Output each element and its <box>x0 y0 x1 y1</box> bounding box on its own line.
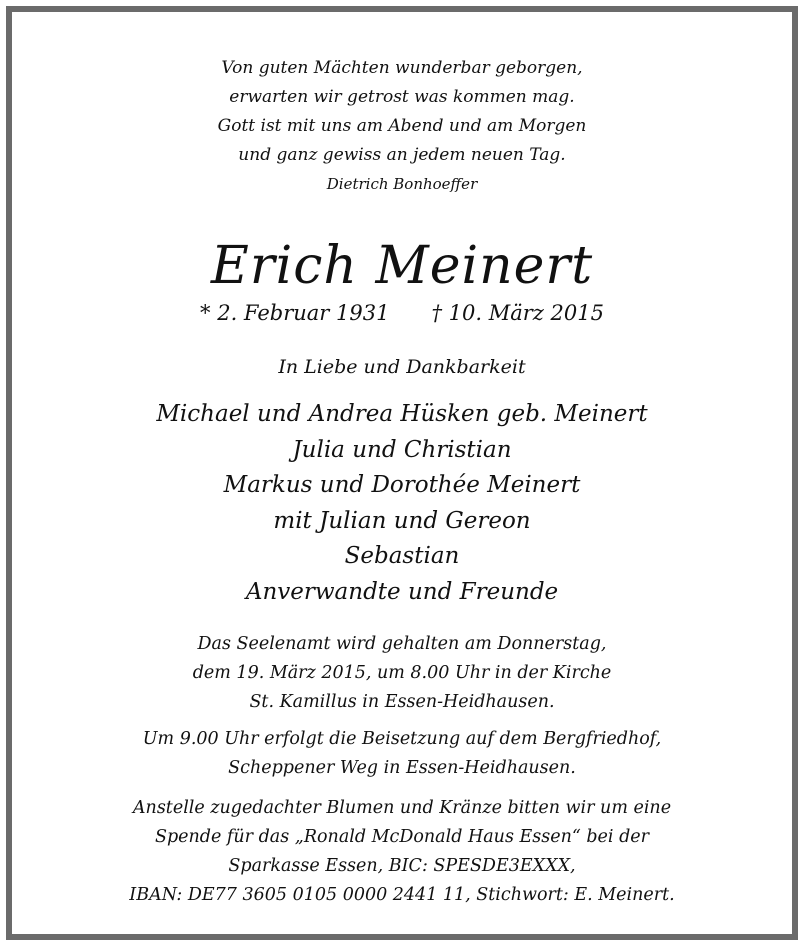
obituary-frame <box>6 6 798 940</box>
poem <box>12 54 792 199</box>
poem-line: und ganz gewiss an jedem neuen Tag. <box>238 145 566 165</box>
mourners-list <box>12 397 792 610</box>
mourner-line: Julia und Christian <box>292 436 512 463</box>
poem-author: Dietrich Bonhoeffer <box>326 175 478 193</box>
poem-line: Gott ist mit uns am Abend und am Morgen <box>217 116 587 136</box>
service-line: dem 19. März 2015, um 8.00 Uhr in der Kirche <box>192 663 612 683</box>
donation-line: Spende für das „Ronald McDonald Haus Essen“ bei der <box>154 827 650 847</box>
service-line: Das Seelenamt wird gehalten am Donnerstag, <box>197 634 607 654</box>
burial-line: Scheppener Weg in Essen-Heidhausen. <box>228 758 576 778</box>
birth-date: * 2. Februar 1931 <box>200 301 390 325</box>
service-info <box>12 630 792 717</box>
mourner-line: Michael und Andrea Hüsken geb. Meinert <box>156 401 648 427</box>
mourner-line: mit Julian und Gereon <box>273 507 531 534</box>
dedication-line: In Liebe und Dankbarkeit <box>278 356 526 378</box>
death-date: † 10. März 2015 <box>431 301 604 325</box>
deceased-name: Erich Meinert <box>210 236 594 296</box>
mourner-line: Markus und Dorothée Meinert <box>223 472 581 498</box>
mourner-line: Sebastian <box>344 543 460 569</box>
burial-line: Um 9.00 Uhr erfolgt die Beisetzung auf dem Bergfriedhof, <box>142 729 662 749</box>
donation-info <box>12 794 792 910</box>
donation-line: IBAN: DE77 3605 0105 0000 2441 11, Stichwort: E. Meinert. <box>129 885 675 905</box>
mourner-line: Anverwandte und Freunde <box>245 578 559 605</box>
poem-line: Von guten Mächten wunderbar geborgen, <box>221 58 583 78</box>
poem-line: erwarten wir getrost was kommen mag. <box>229 87 575 107</box>
donation-line: Sparkasse Essen, BIC: SPESDE3EXXX, <box>228 856 576 876</box>
donation-line: Anstelle zugedachter Blumen und Kränze bitten wir um eine <box>132 798 672 818</box>
service-line: St. Kamillus in Essen-Heidhausen. <box>249 692 555 712</box>
burial-info <box>12 725 792 783</box>
life-dates <box>12 298 792 328</box>
